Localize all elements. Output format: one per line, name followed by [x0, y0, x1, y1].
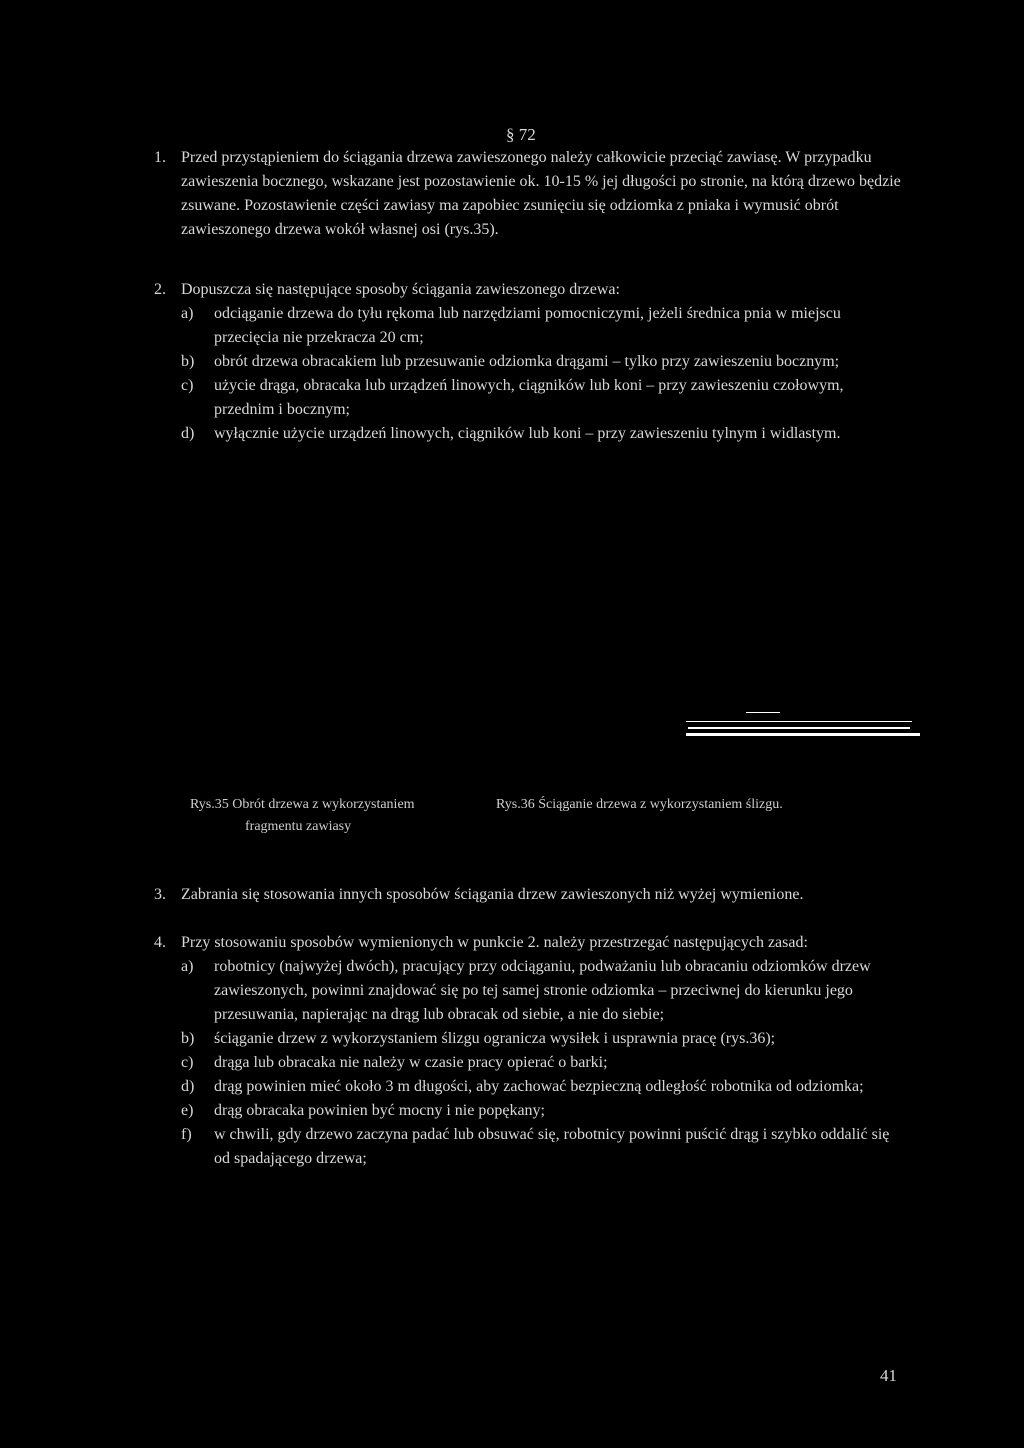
sub-item-a [181, 955, 904, 1027]
list-item-3 [154, 883, 904, 907]
figure-line [746, 712, 780, 713]
sub-item-b [181, 350, 904, 374]
sub-item-text: robotnicy (najwyżej dwóch), pracujący przy odciąganiu, podważaniu lub obracaniu odziomków drzew zawieszonych, powinni znajdować się po tej samej stronie odziomka – przeciwnej do kierunku jego przesuwania, napierając na drąg lub obracak od siebie, a nie do siebie; [214, 958, 871, 1023]
sub-item-letter: b) [181, 353, 195, 370]
figure-line [686, 721, 912, 722]
list-item-1 [154, 146, 904, 242]
list-item-4 [154, 931, 904, 1171]
figure-line [688, 727, 910, 729]
sub-item-letter: a) [181, 305, 194, 322]
sub-item-letter: a) [181, 958, 194, 975]
sub-item-letter: c) [181, 377, 194, 394]
sub-item-d [181, 422, 904, 446]
sub-item-letter: e) [181, 1102, 194, 1119]
figure-36-caption: Rys.36 Ściąganie drzewa z wykorzystaniem ślizgu. [496, 797, 783, 812]
figure-35-caption-line2: fragmentu zawiasy [245, 819, 352, 834]
item-intro: Dopuszcza się następujące sposoby ściągania zawieszonego drzewa: [181, 281, 620, 298]
page-number: 41 [880, 1366, 897, 1385]
sub-item-c [181, 1051, 904, 1075]
figure-line [686, 733, 920, 736]
sub-item-b [181, 1027, 904, 1051]
item-number: 4. [154, 934, 166, 951]
sub-item-text: ściąganie drzew z wykorzystaniem ślizgu ogranicza wysiłek i usprawnia pracę (rys.36); [214, 1030, 776, 1047]
sub-item-letter: c) [181, 1054, 194, 1071]
sub-item-text: wyłącznie użycie urządzeń linowych, ciągników lub koni – przy zawieszeniu tylnym i widlastym. [214, 425, 841, 442]
sub-item-text: obrót drzewa obracakiem lub przesuwanie odziomka drągami – tylko przy zawieszeniu bocznym; [214, 353, 840, 370]
item-number: 1. [154, 149, 166, 166]
sub-item-e [181, 1099, 904, 1123]
sub-item-c [181, 374, 904, 422]
sub-item-letter: b) [181, 1030, 195, 1047]
sub-item-letter: d) [181, 425, 195, 442]
sub-item-d [181, 1075, 904, 1099]
item-body [181, 278, 904, 446]
sub-item-a [181, 302, 904, 350]
item-intro: Przy stosowaniu sposobów wymienionych w punkcie 2. należy przestrzegać następujących zasad: [181, 934, 808, 951]
section-heading: § 72 [506, 125, 536, 144]
sub-item-text: drąga lub obracaka nie należy w czasie pracy opierać o barki; [214, 1054, 608, 1071]
sub-item-f [181, 1123, 904, 1171]
item-text: Zabrania się stosowania innych sposobów ściągania drzew zawieszonych niż wyżej wymienione. [181, 886, 804, 903]
item-body [181, 931, 904, 1171]
item-text: Przed przystąpieniem do ściągania drzewa zawieszonego należy całkowicie przeciąć zawiasę. W przypadku zawieszenia bocznego, wskazane jest pozostawienie ok. 10-15 % jej długości po stronie, na którą drzewo będzie zsuwane. Pozostawienie części zawiasy ma zapobiec zsunięciu się odziomka z pniaka i wymusić obrót zawieszonego drzewa wokół własnej osi (rys.35). [181, 149, 901, 238]
figure-35-caption-line1: Rys.35 Obrót drzewa z wykorzystaniem [190, 797, 415, 812]
item-number: 3. [154, 886, 166, 903]
sub-item-text: użycie drąga, obracaka lub urządzeń linowych, ciągników lub koni – przy zawieszeniu czołowym, przednim i bocznym; [214, 377, 844, 418]
sub-item-text: odciąganie drzewa do tyłu rękoma lub narzędziami pomocniczymi, jeżeli średnica pnia w miejscu przecięcia nie przekracza 20 cm; [214, 305, 841, 346]
sub-item-letter: d) [181, 1078, 195, 1095]
sub-item-letter: f) [181, 1126, 192, 1143]
sub-item-text: drąg obracaka powinien być mocny i nie popękany; [214, 1102, 545, 1119]
sub-item-text: drąg powinien mieć około 3 m długości, aby zachować bezpieczną odległość robotnika od odziomka; [214, 1078, 864, 1095]
item-number: 2. [154, 281, 166, 298]
list-item-2 [154, 278, 904, 446]
sub-item-text: w chwili, gdy drzewo zaczyna padać lub obsuwać się, robotnicy powinni puścić drąg i szybko oddalić się od spadającego drzewa; [214, 1126, 890, 1167]
